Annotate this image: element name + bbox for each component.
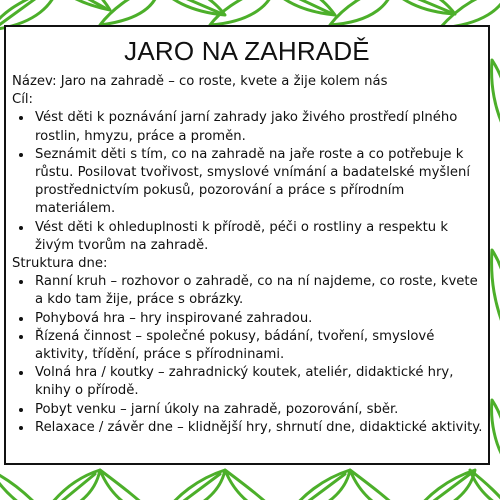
leaf-outline-icon	[330, 0, 395, 25]
structure-item: • Pobyt venku – jarní úkoly na zahradě, pozorování, sběr.	[33, 401, 484, 419]
goal-item: • Vést děti k ohleduplnosti k přírodě, péči o rostliny a respektu k živým tvorům na zahradě.	[33, 219, 484, 255]
structure-item: • Řízená činnost – společné pokusy, bádání, tvoření, smyslové aktivity, třídění, práce s přírodninami.	[33, 328, 484, 364]
leaf-outline-icon	[225, 470, 285, 500]
document-card	[4, 25, 490, 465]
goal-item: • Vést děti k poznávání jarní zahrady jako živého prostředí plného rostlin, hmyzu, práce a proměn.	[33, 109, 484, 145]
leaf-outline-icon	[40, 470, 100, 500]
goal-heading: Cíl:	[12, 92, 33, 108]
leaf-outline-icon	[492, 250, 500, 330]
leaf-outline-icon	[492, 60, 500, 130]
leaf-outline-icon	[150, 0, 225, 15]
structure-item: • Pohybová hra – hry inspirované zahradou.	[33, 310, 484, 328]
page-title: JARO NA ZAHRADĚ	[124, 36, 370, 66]
goal-list	[12, 109, 484, 255]
leaf-outline-icon	[265, 0, 335, 15]
leaf-outline-icon	[285, 470, 350, 500]
leaf-outline-icon	[0, 470, 50, 500]
leaf-outline-icon	[470, 470, 500, 500]
leaf-outline-icon	[410, 470, 475, 500]
structure-item: • Relaxace / závěr dne – klidnější hry, shrnutí dne, didaktické aktivity.	[33, 419, 484, 437]
leaf-outline-icon	[492, 400, 500, 460]
document-body	[12, 73, 484, 437]
structure-heading: Struktura dne:	[12, 256, 108, 272]
name-line: Název: Jaro na zahradě – co roste, kvete a žije kolem nás	[12, 74, 388, 89]
structure-list	[12, 273, 484, 437]
leaf-outline-icon	[350, 470, 410, 500]
goal-item: • Seznámit děti s tím, co na zahradě na jaře roste a co potřebuje k růstu. Posilovat tvořivost, smyslové vnímání a badatelské myšlení prostřednictvím pokusů, pozorování a práce s přírodním materiálem.	[33, 146, 484, 219]
leaf-outline-icon	[380, 0, 455, 14]
structure-item: • Volná hra / koutky – zahradnický koutek, ateliér, didaktické hry, knihy o přírodě.	[33, 364, 484, 400]
leaf-outline-icon	[210, 0, 275, 25]
leaf-outline-icon	[100, 470, 160, 500]
structure-item: • Ranní kruh – rozhovor o zahradě, co na ní najdeme, co roste, kvete a kdo tam žije, práce s obrázky.	[33, 273, 484, 309]
leaf-outline-icon	[160, 470, 225, 500]
leaf-outline-icon	[100, 0, 160, 25]
